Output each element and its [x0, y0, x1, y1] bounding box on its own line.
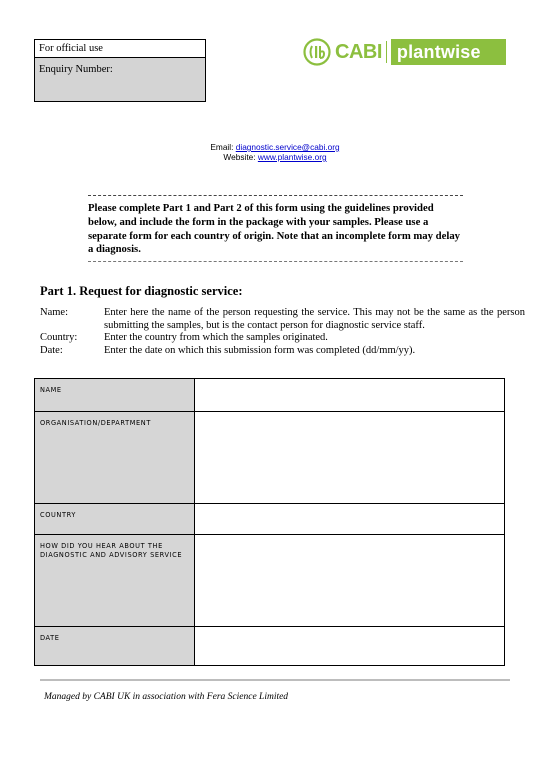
form-row-country	[35, 504, 505, 535]
official-use-label: For official use	[35, 40, 205, 58]
request-form-table	[34, 378, 505, 666]
field-label-date: DATE	[35, 627, 195, 666]
definition-term: Date:	[40, 344, 63, 356]
date-field[interactable]	[195, 627, 505, 666]
country-field[interactable]	[195, 504, 505, 535]
field-label-country: COUNTRY	[35, 504, 195, 535]
part1-heading: Part 1. Request for diagnostic service:	[40, 284, 243, 298]
definition-name	[40, 307, 525, 332]
logo-divider	[386, 41, 387, 63]
footer-divider	[40, 679, 510, 681]
field-label-referral: HOW DID YOU HEAR ABOUT THE DIAGNOSTIC AND ADVISORY SERVICE	[35, 535, 195, 627]
definition-term: Name:	[40, 307, 68, 318]
contact-website	[0, 152, 550, 162]
enquiry-number-field[interactable]: Enquiry Number:	[35, 58, 205, 101]
email-link[interactable]: diagnostic.service@cabi.org	[235, 142, 340, 152]
definition-desc: Enter here the name of the person requesting the service. This may not be the same as the person submitting the samples, but is the contact person for diagnostic service staff.	[104, 307, 525, 331]
website-label: Website:	[223, 152, 258, 162]
website-link[interactable]: www.plantwise.org	[257, 152, 327, 162]
definition-desc: Enter the date on which this submission form was completed (dd/mm/yy).	[104, 344, 416, 356]
form-row-date	[35, 627, 505, 666]
cabi-wordmark: CABI	[335, 40, 382, 63]
field-label-name: NAME	[35, 379, 195, 412]
instructions-notice: Please complete Part 1 and Part 2 of this form using the guidelines provided below, and include the form in the package with your samples. Please use a separate form for each country of origin. Note that an incomplete form may delay a diagnosis.	[88, 195, 463, 262]
definition-term: Country:	[40, 332, 78, 343]
field-label-organisation: ORGANISATION/DEPARTMENT	[35, 412, 195, 504]
definition-desc: Enter the country from which the samples originated.	[104, 332, 328, 343]
cabi-logo-icon	[303, 38, 333, 66]
referral-field[interactable]	[195, 535, 505, 627]
official-use-box	[34, 39, 206, 102]
email-label: Email:	[210, 142, 236, 152]
contact-email	[0, 142, 550, 152]
organisation-field[interactable]	[195, 412, 505, 504]
form-row-name	[35, 379, 505, 412]
definition-country	[40, 332, 525, 345]
footer-text: Managed by CABI UK in association with Fera Science Limited	[44, 692, 289, 702]
definition-date	[40, 345, 525, 358]
form-row-referral	[35, 535, 505, 627]
definitions-list	[40, 307, 525, 357]
plantwise-wordmark: plantwise	[391, 39, 506, 65]
name-field[interactable]	[195, 379, 505, 412]
form-row-organisation	[35, 412, 505, 504]
cabi-plantwise-logo	[303, 38, 506, 66]
